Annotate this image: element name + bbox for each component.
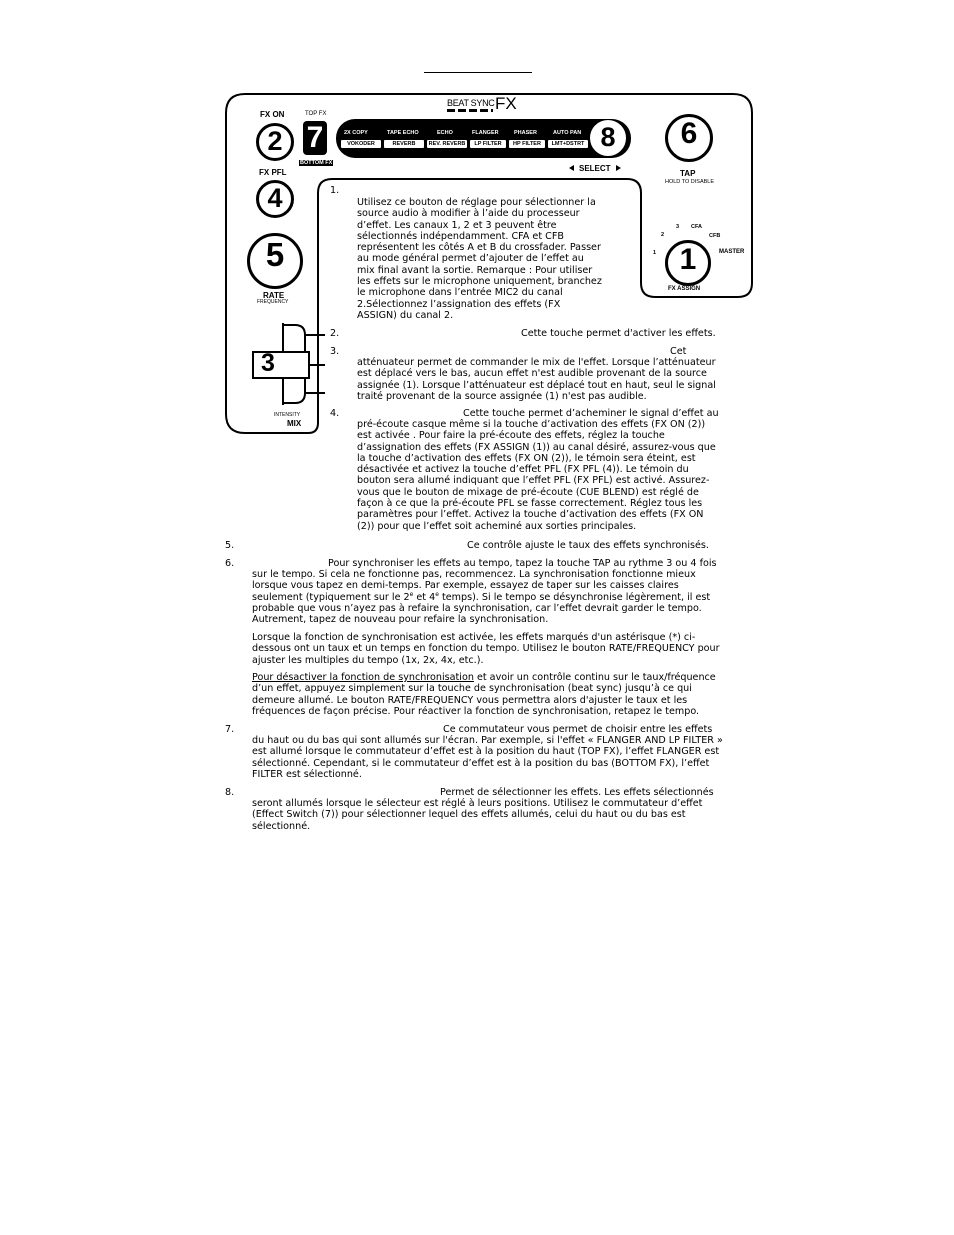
item-6-paragraph-2: Lorsque la fonction de synchronisation est activée, les effets marqués d'un astérisque (*) ci-dessous ont un taux et un temps en fonction du tempo. Utilisez le bouton RATE/FREQUENCY pour ajuster les multiples du tempo (1x, 2x, 4x, etc.). <box>252 632 720 666</box>
effect-top[interactable]: TAPE ECHO <box>387 130 419 136</box>
tap-label: TAP <box>680 169 696 178</box>
select-label: SELECT <box>579 164 611 173</box>
brand-fx: FX <box>495 94 517 113</box>
item-8-text: seront allumés lorsque le sélecteur est réglé à leurs positions. Utilisez le commutateur d’effet (Effect Switch (7)) pour sélectionner lequel des effets allumés, celui du haut ou du bas est sélectionné. <box>252 798 703 832</box>
item-7-lead: Ce commutateur vous permet de choisir entre les effets <box>443 724 713 735</box>
item-number: 8. <box>225 787 235 798</box>
fx-display <box>336 119 631 158</box>
effect-top[interactable]: ECHO <box>437 130 453 136</box>
fx-on-label: FX ON <box>260 110 285 119</box>
item-number: 7. <box>225 724 235 735</box>
effect-bottom[interactable]: LMT+DSTRT <box>548 140 588 148</box>
item-6-paragraph-3: Pour désactiver la fonction de synchronisation et avoir un contrôle continu sur le taux/fréquence d’un effet, appuyez simplement sur la touche de synchronisation (beat sync) jusqu’à ce qui demeure allumé. Le bouton RATE/FREQUENCY vous permettra alors d'ajuster le taux et les fréquences de façon précise. Pour réactiver la fonction de synchronisation, retapez le tempo. <box>252 672 716 717</box>
effect-top[interactable]: 2X COPY <box>344 130 368 136</box>
fx-assign-knob[interactable]: 1 <box>665 240 711 286</box>
select-right-arrow-icon[interactable] <box>616 165 621 171</box>
item-3-text: atténuateur permet de commander le mix de l'effet. Lorsque l’atténuateur est déplacé vers le bas, aucun effet n'est audible provenant de la source assignée (1). Lorsque l’atténuateur est déplacé tout en haut, seul le signal traité provenant de la source assignée (1) n'est pas audible. <box>357 357 716 402</box>
item-6-text-2: seulement (typiquement sur le 2e et 4e temps). Si le tempo se désynchronise légèrement, il est <box>252 590 711 603</box>
master-label: MASTER <box>719 249 745 255</box>
hold-to-disable-label: HOLD TO DISABLE <box>665 179 715 185</box>
title-underline <box>424 72 532 73</box>
effect-bottom[interactable]: REVERB <box>384 140 424 148</box>
mix-label: MIX <box>287 419 302 428</box>
effect-top[interactable]: PHASER <box>514 130 537 136</box>
effects-top-row <box>344 130 582 138</box>
cfa-label: CFA <box>691 224 702 230</box>
effect-bottom[interactable]: HP FILTER <box>509 140 545 148</box>
tap-button[interactable]: 6 <box>665 114 713 162</box>
item-7-text: du haut ou du bas qui sont allumés sur l'écran. Par exemple, si l'effet « FLANGER AND LP FILTER » est allumé lorsque le commutateur d’effet est à la position du haut (TOP FX), l’effet FLANGER est sélectionné. Cependant, si le commutateur d’effet est à la position du bas (BOTTOM FX), l’effet FILTER est sélectionné. <box>252 735 723 780</box>
item-number: 5. <box>225 540 235 551</box>
item-number: 4. <box>330 408 340 419</box>
fx-pfl-label: FX PFL <box>259 168 287 177</box>
select-knob[interactable]: 8 <box>590 120 626 156</box>
effect-bottom[interactable]: VOKODER <box>341 140 381 148</box>
intensity-label: INTENSITY <box>274 412 301 418</box>
top-fx-label: TOP FX <box>305 111 327 117</box>
item-number: 3. <box>330 346 340 357</box>
fx-assign-label: FX ASSIGN <box>668 286 701 292</box>
select-left-arrow-icon[interactable] <box>569 165 574 171</box>
item-8-lead: Permet de sélectionner les effets. Les effets sélectionnés <box>440 787 714 798</box>
effect-switch[interactable]: 7 <box>303 121 327 155</box>
item-6-text-1: sur le tempo. Si cela ne fonctionne pas, recommencez. La synchronisation fonctionne mieux lorsque vous tapez en demi-temps. Par exemple, essayez de taper sur les caisses claires <box>252 569 696 592</box>
rate-label: RATE <box>263 291 285 300</box>
brand-beat-sync: BEAT SYNC <box>447 98 495 108</box>
item-number: 6. <box>225 558 235 569</box>
item-number: 2. <box>330 328 340 339</box>
item-1-text: Utilisez ce bouton de réglage pour sélectionner la source audio à modifier à l’aide du processeur d’effet. Les canaux 1, 2 et 3 peuvent être sélectionnés indépendamment. CFA et CFB représentent les côtés A et B du crossfader. Passer au mode général permet d’ajouter de l’effet au mix final avant la sortie. Remarque : Pour utiliser les effets sur le microphone uniquement, branchez le microphone dans l’entrée MIC2 du canal 2.Sélectionnez l’assignation des effets (FX ASSIGN) du canal 2. <box>357 197 602 321</box>
assign-2-label: 2 <box>661 232 665 238</box>
item-6-text-3: probable que vous n’ayez pas à refaire la synchronisation, car l’effet devrait garder le tempo. Autrement, tapez de nouveau pour refaire la synchronisation. <box>252 603 702 626</box>
cfb-label: CFB <box>709 233 721 239</box>
item-2-text: Cette touche permet d'activer les effets. <box>521 328 716 339</box>
fx-on-button[interactable]: 2 <box>256 123 294 161</box>
effects-bottom-row <box>341 140 591 149</box>
brand-bar <box>447 109 493 112</box>
mix-fader-number: 3 <box>261 349 275 377</box>
effect-top[interactable]: AUTO PAN <box>553 130 582 136</box>
effect-top[interactable]: FLANGER <box>472 130 499 136</box>
rate-knob[interactable]: 5 <box>247 233 303 289</box>
assign-3-label: 3 <box>676 224 680 230</box>
effect-bottom[interactable]: REV. REVERB <box>428 141 466 147</box>
item-number: 1. <box>330 185 340 196</box>
bottom-fx-label: BOTTOM FX <box>300 160 333 166</box>
item-4-text: pré-écoute casque même si la touche d’activation des effets (FX ON (2)) est activée . Pour faire la pré-écoute des effets, réglez la touche d’assignation des effets (FX ASSIGN (1)) au canal désiré, assurez-vous que la touche d’activation des effets (FX ON (2)), le témoin sera éteint, est désactivée et activez la touche d’effet PFL (FX PFL (4)). Le témoin du bouton sera allumé indiquant que l’effet PFL (FX PFL) est activé. Assurez-vous que le bouton de mixage de pré-écoute (CUE BLEND) est réglé de façon à ce que la pré-écoute PFL se fasse correctement. Réglez tous les paramètres pour l’effet. Activez la touche d’activation des effets (FX ON (2)) pour que l’effet soit acheminé aux sorties principales. <box>357 419 716 532</box>
frequency-label: FREQUENCY <box>257 299 289 305</box>
item-3-lead: Cet <box>670 346 687 357</box>
item-5-text: Ce contrôle ajuste le taux des effets synchronisés. <box>467 540 709 551</box>
item-4-lead: Cette touche permet d’acheminer le signal d’effet au <box>463 408 719 419</box>
item-6-lead: Pour synchroniser les effets au tempo, tapez la touche TAP au rythme 3 ou 4 fois <box>328 558 717 569</box>
fx-pfl-button[interactable]: 4 <box>256 180 294 218</box>
effect-bottom[interactable]: LP FILTER <box>470 140 506 148</box>
assign-1-label: 1 <box>653 250 657 256</box>
